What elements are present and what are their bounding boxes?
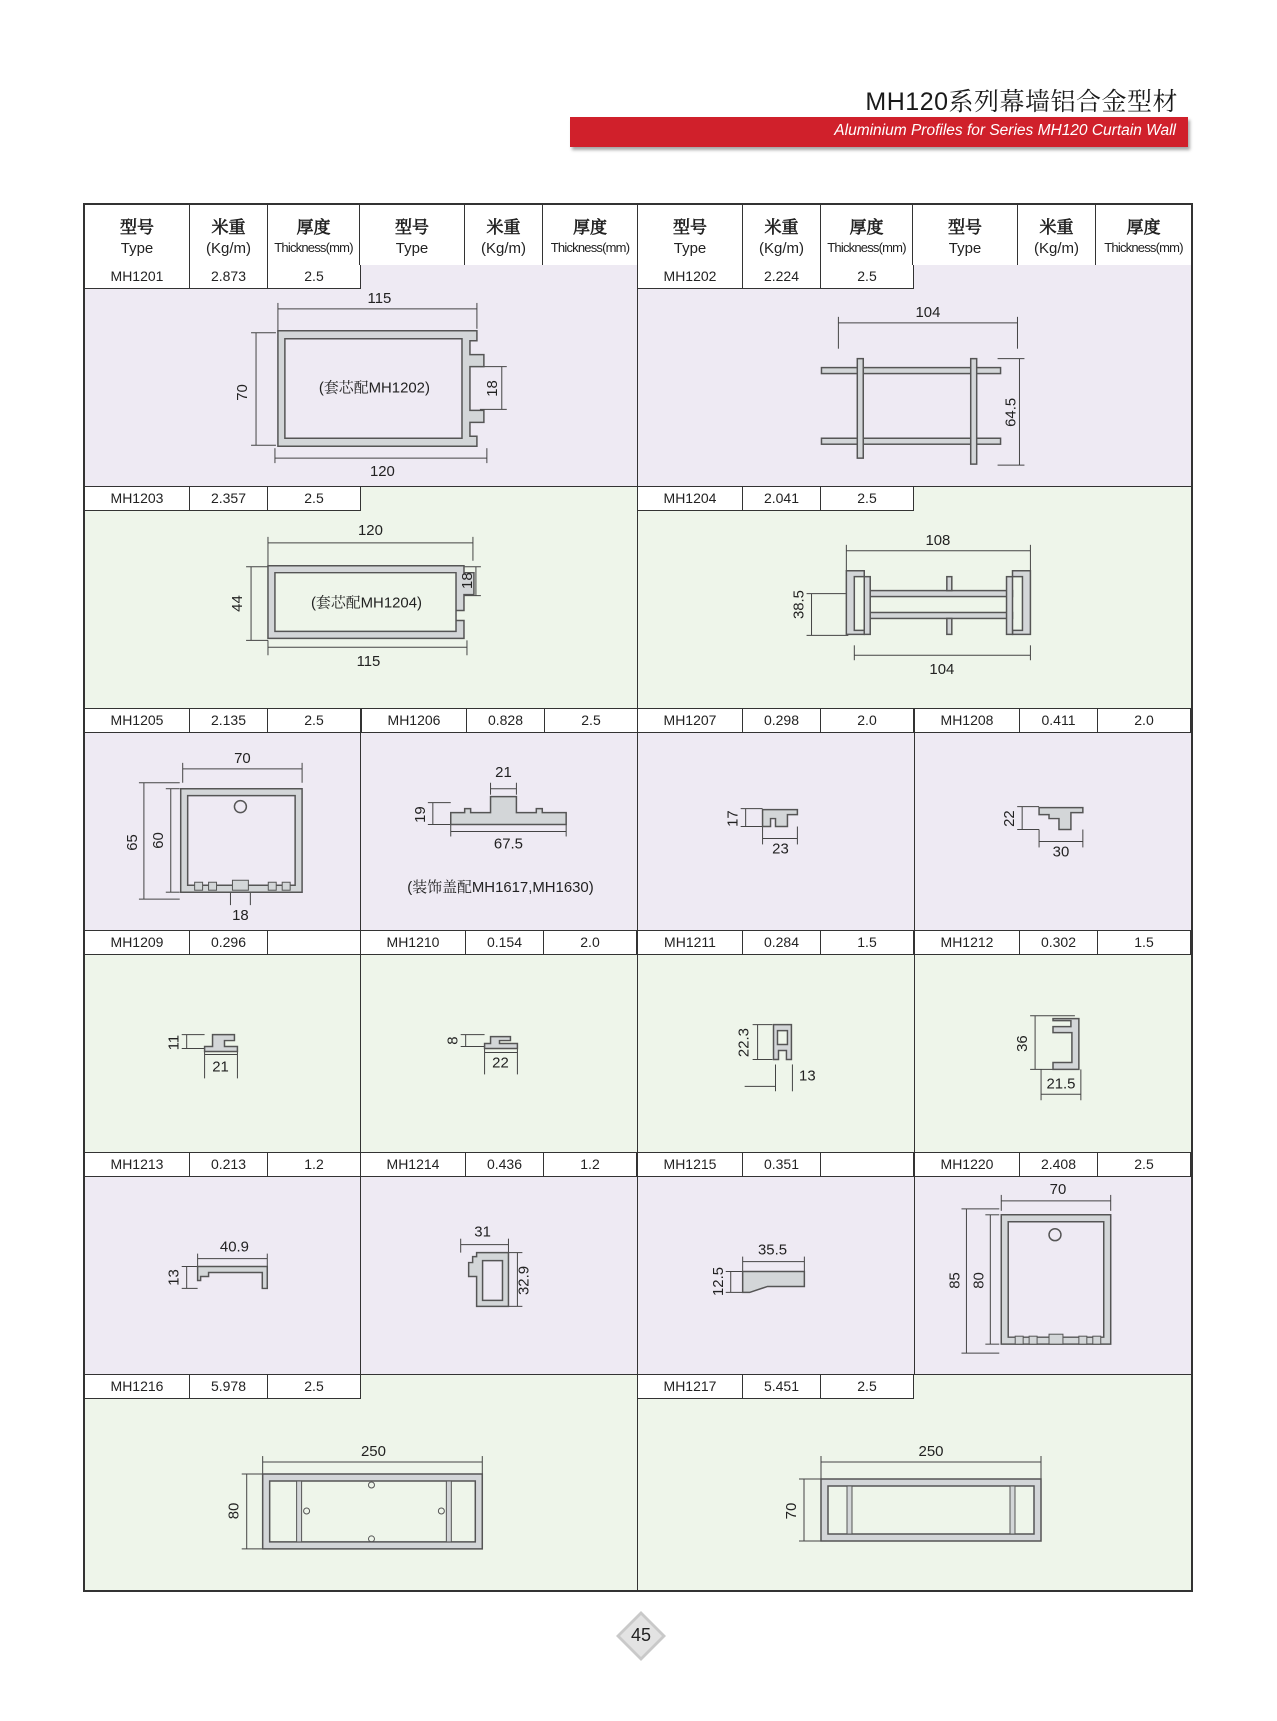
dim-label: 23 bbox=[772, 840, 789, 858]
page-title: MH120系列幕墙铝合金型材 bbox=[865, 88, 1178, 116]
profile-cell-mh1202 bbox=[638, 265, 1191, 486]
col-type-1: 型号 Type bbox=[85, 205, 190, 265]
profile-cell-mh1217 bbox=[638, 1375, 1191, 1590]
profile-info: MH1208 0.411 2.0 bbox=[915, 709, 1191, 733]
profile-cell-mh1220 bbox=[915, 1153, 1191, 1374]
profile-info: MH1211 0.284 1.5 bbox=[638, 931, 914, 955]
dim-label: 70 bbox=[1049, 1180, 1067, 1198]
profile-note: (装饰盖配MH1617,MH1630) bbox=[407, 879, 594, 897]
dim-label: 30 bbox=[1052, 843, 1070, 861]
table-row bbox=[85, 265, 1191, 487]
dim-label: 64.5 bbox=[1002, 397, 1020, 427]
dim-label: 11 bbox=[165, 1034, 183, 1051]
profile-cell-mh1206 bbox=[361, 709, 638, 930]
profile-note: (套芯配MH1204) bbox=[310, 594, 422, 612]
dim-label: 70 bbox=[234, 749, 251, 767]
profile-info: MH1202 2.224 2.5 bbox=[638, 265, 914, 289]
profile-cell-mh1208 bbox=[915, 709, 1191, 930]
profile-drawing bbox=[85, 1399, 637, 1590]
profile-cell-mh1215 bbox=[638, 1153, 915, 1374]
profile-info: MH1220 2.408 2.5 bbox=[915, 1153, 1191, 1177]
profile-drawing bbox=[638, 1399, 1191, 1590]
profile-cell-mh1205 bbox=[85, 709, 361, 930]
profile-cell-mh1216 bbox=[85, 1375, 638, 1590]
profile-cell-mh1210 bbox=[361, 931, 638, 1152]
profile-drawing bbox=[638, 511, 1191, 708]
profile-drawing bbox=[361, 955, 637, 1152]
profile-info: MH1210 0.154 2.0 bbox=[361, 931, 637, 955]
profile-info: MH1216 5.978 2.5 bbox=[85, 1375, 361, 1399]
dim-label: 21.5 bbox=[1046, 1075, 1076, 1093]
col-type-4: 型号 Type bbox=[913, 205, 1018, 265]
dim-label: 250 bbox=[360, 1443, 386, 1461]
dim-label: 104 bbox=[929, 661, 955, 679]
dim-label: 70 bbox=[783, 1502, 800, 1520]
profile-drawing bbox=[85, 733, 360, 930]
col-weight-4: 米重 (Kg/m) bbox=[1018, 205, 1096, 265]
col-weight-1: 米重 (Kg/m) bbox=[190, 205, 268, 265]
col-thickness-3: 厚度 Thickness(mm) bbox=[821, 205, 913, 265]
profile-info: MH1203 2.357 2.5 bbox=[85, 487, 361, 511]
dim-label: 85 bbox=[946, 1272, 964, 1289]
dim-label: 250 bbox=[918, 1443, 944, 1460]
profile-drawing bbox=[915, 1177, 1191, 1374]
dim-label: 21 bbox=[212, 1058, 229, 1076]
dim-label: 80 bbox=[225, 1502, 243, 1520]
profile-info: MH1206 0.828 2.5 bbox=[361, 709, 638, 733]
col-thickness-1: 厚度 Thickness(mm) bbox=[268, 205, 360, 265]
dim-label: 31 bbox=[474, 1223, 491, 1241]
col-thickness-4: 厚度 Thickness(mm) bbox=[1104, 218, 1183, 255]
dim-label: 19 bbox=[411, 806, 429, 823]
dim-label: 21 bbox=[495, 763, 512, 781]
profile-drawing bbox=[361, 1177, 637, 1374]
dim-label: 108 bbox=[925, 531, 951, 549]
dim-label: 13 bbox=[165, 1269, 183, 1286]
dim-label: 18 bbox=[232, 907, 249, 925]
dim-label: 40.9 bbox=[219, 1238, 249, 1256]
dim-label: 17 bbox=[724, 810, 742, 827]
col-type-3: 型号 Type bbox=[638, 205, 743, 265]
dim-label: 115 bbox=[356, 653, 381, 671]
dim-label: 12.5 bbox=[709, 1266, 727, 1296]
profile-drawing bbox=[361, 733, 637, 930]
dim-label: 65 bbox=[123, 834, 141, 851]
profile-info: MH1215 0.351 bbox=[638, 1153, 914, 1177]
dim-label: 22.3 bbox=[735, 1028, 753, 1058]
dim-label: 60 bbox=[149, 832, 167, 849]
profile-cell-mh1201 bbox=[85, 265, 638, 486]
dim-label: 120 bbox=[369, 463, 395, 481]
profile-info: MH1201 2.873 2.5 bbox=[85, 265, 361, 289]
dim-label: 35.5 bbox=[758, 1241, 788, 1259]
profile-note: (套芯配MH1202) bbox=[318, 379, 430, 397]
profile-drawing bbox=[638, 1177, 914, 1374]
table-row bbox=[85, 487, 1191, 709]
profile-info: MH1214 0.436 1.2 bbox=[361, 1153, 637, 1177]
page-number: 45 bbox=[630, 1625, 652, 1645]
dim-label: 18 bbox=[483, 380, 501, 397]
profile-drawing bbox=[85, 511, 637, 708]
profile-info: MH1207 0.298 2.0 bbox=[638, 709, 914, 733]
profile-drawing bbox=[638, 733, 914, 930]
dim-label: 67.5 bbox=[493, 835, 523, 853]
profile-drawing bbox=[915, 955, 1191, 1152]
dim-label: 8 bbox=[444, 1036, 462, 1045]
table-header bbox=[85, 205, 1191, 266]
col-weight-2: 米重 (Kg/m) bbox=[465, 205, 543, 265]
profile-info: MH1217 5.451 2.5 bbox=[638, 1375, 914, 1399]
profile-drawing bbox=[638, 955, 914, 1152]
dim-label: 104 bbox=[915, 303, 941, 321]
dim-label: 32.9 bbox=[515, 1265, 533, 1295]
table-row bbox=[85, 1375, 1191, 1590]
profile-info: MH1205 2.135 2.5 bbox=[85, 709, 361, 733]
profile-cell-mh1209 bbox=[85, 931, 361, 1152]
profile-cell-mh1213 bbox=[85, 1153, 361, 1374]
profile-drawing bbox=[85, 1177, 360, 1374]
profile-info: MH1212 0.302 1.5 bbox=[915, 931, 1191, 955]
subtitle-banner bbox=[570, 117, 1188, 147]
profile-cell-mh1211 bbox=[638, 931, 915, 1152]
profile-drawing bbox=[915, 733, 1191, 930]
dim-label: 80 bbox=[970, 1272, 988, 1289]
profile-table bbox=[83, 203, 1193, 1592]
profile-drawing bbox=[85, 955, 360, 1152]
profile-cell-mh1214 bbox=[361, 1153, 638, 1374]
table-row bbox=[85, 1153, 1191, 1375]
profile-cell-mh1207 bbox=[638, 709, 915, 930]
profile-drawing bbox=[85, 289, 637, 486]
col-thickness-2: 厚度 Thickness(mm) bbox=[543, 205, 638, 265]
profile-cell-mh1212 bbox=[915, 931, 1191, 1152]
dim-label: 22 bbox=[492, 1054, 509, 1072]
table-row bbox=[85, 931, 1191, 1153]
subtitle-text: Aluminium Profiles for Series MH120 Curtain Wall bbox=[834, 122, 1176, 139]
dim-label: 13 bbox=[799, 1067, 816, 1085]
dim-label: 120 bbox=[358, 521, 383, 539]
dim-label: 38.5 bbox=[790, 590, 808, 620]
dim-label: 18 bbox=[458, 572, 476, 589]
dim-label: 22 bbox=[1001, 810, 1019, 827]
profile-cell-mh1203 bbox=[85, 487, 638, 708]
col-weight-3: 米重 (Kg/m) bbox=[743, 205, 821, 265]
dim-label: 115 bbox=[367, 289, 392, 307]
page-number-badge bbox=[615, 1610, 667, 1662]
table-row bbox=[85, 709, 1191, 931]
profile-drawing bbox=[638, 289, 1191, 486]
dim-label: 70 bbox=[234, 384, 252, 401]
profile-info: MH1204 2.041 2.5 bbox=[638, 487, 914, 511]
col-type-2: 型号 Type bbox=[360, 205, 465, 265]
profile-info: MH1209 0.296 bbox=[85, 931, 361, 955]
dim-label: 36 bbox=[1014, 1035, 1032, 1052]
dim-label: 44 bbox=[229, 595, 247, 612]
profile-cell-mh1204 bbox=[638, 487, 1191, 708]
profile-info: MH1213 0.213 1.2 bbox=[85, 1153, 361, 1177]
